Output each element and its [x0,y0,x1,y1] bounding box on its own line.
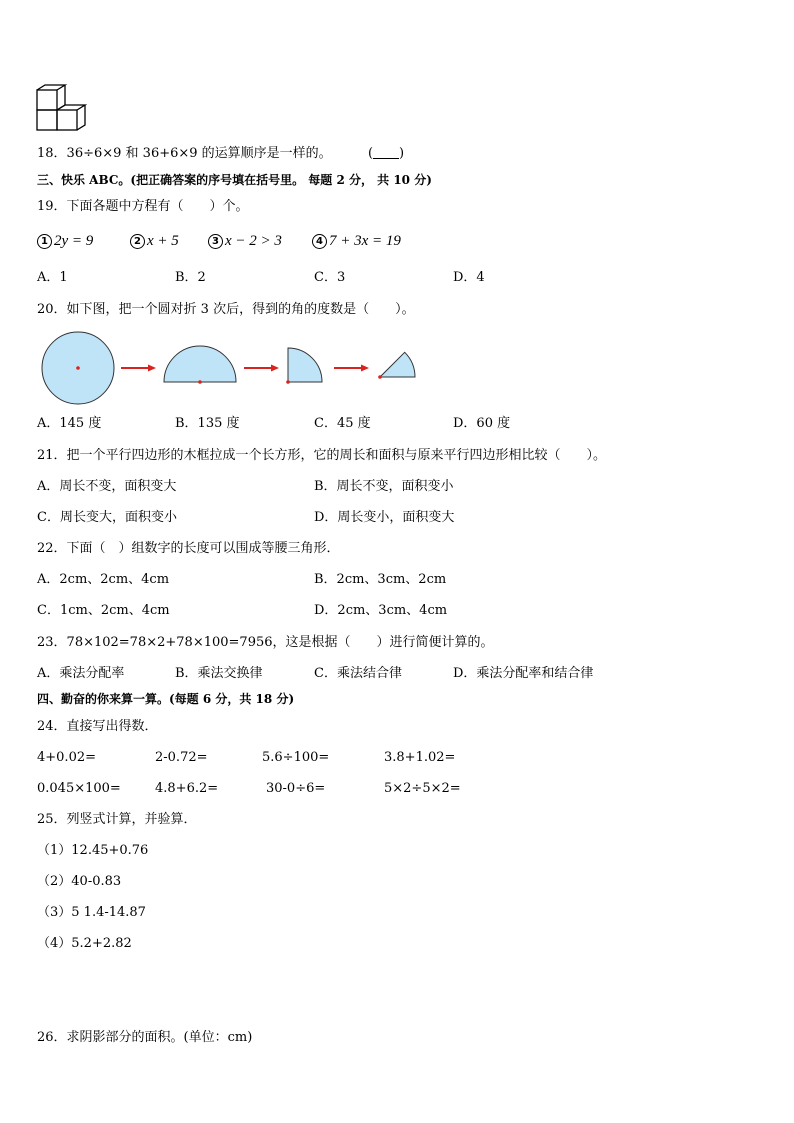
cube-stack-figure [36,84,88,132]
q22-option-c[interactable]: C．1cm、2cm、4cm [37,603,170,618]
q20-option-d[interactable]: D．60 度 [453,416,511,431]
calc-item: 2-0.72= [155,750,208,765]
q19-option-c[interactable]: C．3 [314,270,346,285]
question-18-text: 18．36÷6×9 和 36+6×9 的运算顺序是一样的。 [37,146,332,161]
q20-option-c[interactable]: C．45 度 [314,416,371,431]
answer-paren-open: ( [367,146,374,161]
vertical-calc-item-1: （1）12.45+0.76 [37,843,149,858]
calc-item: 0.045×100= [37,781,121,796]
q22-option-a[interactable]: A．2cm、2cm、4cm [37,572,170,587]
calc-item: 5.6÷100= [262,750,330,765]
circled-number: 1 [37,234,52,249]
q23-option-a[interactable]: A．乘法分配率 [37,666,125,681]
half-circle-shape [164,346,236,382]
question-24-text: 24．直接写出得数． [37,719,158,734]
section-3-title: 三、快乐 ABC。(把正确答案的序号填在括号里。 每题 2 分， 共 10 分) [37,173,432,187]
calc-item: 4.8+6.2= [155,781,219,796]
circled-number: 2 [130,234,145,249]
circled-number: 3 [208,234,223,249]
q21-option-d[interactable]: D．周长变小，面积变大 [314,510,455,525]
q19-option-b[interactable]: B．2 [175,270,206,285]
equation-item-1 [37,233,93,250]
q23-option-b[interactable]: B．乘法交换律 [175,666,263,681]
question-21-text: 21．把一个平行四边形的木框拉成一个长方形，它的周长和面积与原来平行四边形相比较（ ）。 [37,448,607,463]
question-22-text: 22．下面（ ）组数字的长度可以围成等腰三角形． [37,541,340,556]
equation-expr: 2y = 9 [54,233,94,249]
question-18 [37,145,404,163]
section-4-title: 四、勤奋的你来算一算。(每题 6 分，共 18 分) [37,692,295,706]
q23-option-c[interactable]: C．乘法结合律 [314,666,402,681]
q21-option-a[interactable]: A．周长不变，面积变大 [37,479,177,494]
q21-option-c[interactable]: C．周长变大，面积变小 [37,510,177,525]
equation-item-3 [208,233,282,250]
q20-option-a[interactable]: A．145 度 [37,416,102,431]
equation-item-2 [130,233,179,250]
vertical-calc-item-4: （4）5.2+2.82 [37,936,132,951]
q19-option-a[interactable]: A．1 [37,270,68,285]
question-23-text: 23．78×102=78×2+78×100=7956，这是根据（ ）进行简便计算的。 [37,635,494,650]
q20-option-b[interactable]: B．135 度 [175,416,240,431]
q22-option-d[interactable]: D．2cm、3cm、4cm [314,603,448,618]
answer-paren-close: ) [399,146,405,161]
question-26-text: 26．求阴影部分的面积。(单位：cm) [37,1030,253,1045]
quarter-circle-shape [288,348,322,382]
calc-item: 30-0÷6= [266,781,326,796]
vertical-calc-item-2: （2）40-0.83 [37,874,122,889]
calc-item: 3.8+1.02= [384,750,456,765]
equation-item-4 [312,233,401,250]
equation-expr: 7 + 3x = 19 [329,233,401,249]
circled-number: 4 [312,234,327,249]
eighth-circle-shape [380,352,415,377]
circle-folding-figure [38,330,420,405]
q23-option-d[interactable]: D．乘法分配率和结合律 [453,666,594,681]
question-25-text: 25．列竖式计算，并验算． [37,812,197,827]
q19-option-d[interactable]: D．4 [453,270,485,285]
calc-item: 5×2÷5×2= [384,781,461,796]
vertical-calc-item-3: （3）5 1.4-14.87 [37,905,146,920]
question-19-text: 19．下面各题中方程有（ ）个。 [37,199,249,214]
equation-expr: x + 5 [147,233,179,249]
q22-option-b[interactable]: B．2cm、3cm、2cm [314,572,447,587]
question-20-text: 20．如下图，把一个圆对折 3 次后，得到的角的度数是（ ）。 [37,302,415,317]
calc-item: 4+0.02= [37,750,97,765]
equation-expr: x − 2 > 3 [225,233,282,249]
q21-option-b[interactable]: B．周长不变，面积变小 [314,479,454,494]
answer-blank[interactable] [373,146,399,159]
